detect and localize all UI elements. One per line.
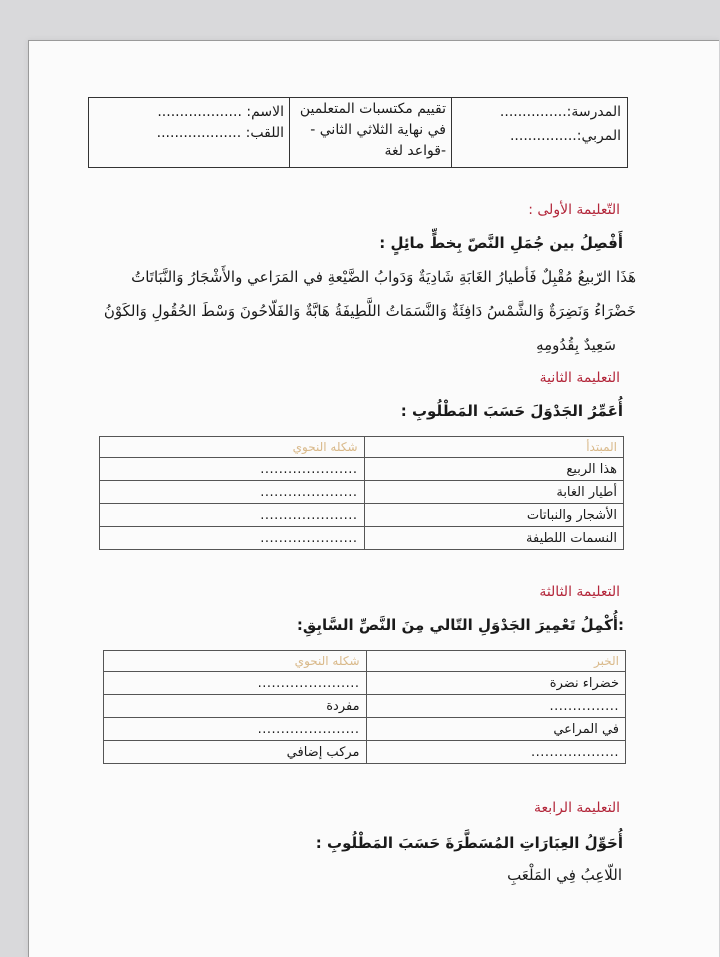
table-cell: الأشجار والنباتات (364, 504, 623, 527)
column-header: الخبر (366, 651, 625, 672)
column-header: المبتدأ (364, 437, 623, 458)
header-table (88, 97, 628, 168)
column-header: شكله النحوي (100, 437, 365, 458)
table-cell: مفردة (104, 695, 367, 718)
table-header-row (104, 651, 626, 672)
task3-heading: التعليمة الثالثة (539, 584, 620, 600)
column-header: شكله النحوي (104, 651, 367, 672)
table-header-row (100, 437, 624, 458)
surname-field[interactable]: اللقب: ................... (156, 125, 284, 141)
table-row (100, 458, 624, 481)
school-info-cell (451, 98, 627, 167)
answer-cell[interactable]: ..................... (100, 527, 365, 550)
table-row (100, 527, 624, 550)
answer-cell[interactable]: ..................... (100, 458, 365, 481)
title-line-3: -قواعد لغة (384, 143, 446, 159)
task3-instruction: :أُكْمِلُ تَعْمِيرَ الجَدْوَلِ التّالي مِنَ النَّصِّ السَّابِقِ: (296, 616, 624, 634)
task1-instruction: أَفْصِلُ بين جُمَلِ النَّصّ بِخطٍّ مائِلٍ : (379, 234, 623, 252)
answer-cell[interactable]: ...................... (104, 672, 367, 695)
task1-text-line-1: هَذَا الرّبيعُ مُقْبِلٌ فَأطيارُ الغَابَةِ شَادِيَةٌ وَدَوابُ الضَّيْعةِ في المَرَاعي والأَشْجَارُ وَالنَّبَاتَاتُ (131, 268, 636, 286)
title-cell (289, 98, 452, 167)
task1-text-line-2: خَضْرَاءُ وَنَضِرَةٌ وَالشَّمْسُ دَافِئَةٌ وَالنَّسَمَاتُ اللَّطِيفَةُ هَابَّةٌ وَالفَلّاحُونَ وَسْطَ الحُقُولِ وَالكَوْنُ (103, 302, 636, 320)
table-row (104, 741, 626, 764)
table-row (104, 718, 626, 741)
task3-table (103, 650, 626, 764)
answer-cell[interactable]: ..................... (100, 481, 365, 504)
teacher-field[interactable]: المربي:............... (509, 128, 621, 144)
task1-heading: التّعليمة الأولى : (528, 202, 620, 218)
answer-cell[interactable]: ..................... (100, 504, 365, 527)
answer-cell[interactable]: ................... (366, 741, 625, 764)
title-line-1: تقييم مكتسبات المتعلمين (299, 101, 446, 117)
answer-cell[interactable]: ...................... (104, 718, 367, 741)
task2-instruction: أُعَمِّرُ الجَدْوَلَ حَسَبَ المَطْلُوبِ : (400, 402, 623, 420)
table-cell: مركب إضافي (104, 741, 367, 764)
table-cell: النسمات اللطيفة (364, 527, 623, 550)
task2-table (99, 436, 624, 550)
answer-cell[interactable]: ............... (366, 695, 625, 718)
table-row (104, 695, 626, 718)
name-field[interactable]: الاسم: ................... (157, 104, 284, 120)
table-row (100, 481, 624, 504)
table-cell: هذا الربيع (364, 458, 623, 481)
task4-line-1: اللّاعِبُ فِي المَلْعَبِ (507, 866, 622, 884)
task2-heading: التعليمة الثانية (539, 370, 620, 386)
title-line-2: في نهاية الثلاثي الثاني - (310, 122, 446, 138)
table-cell: في المراعي (366, 718, 625, 741)
table-row (104, 672, 626, 695)
task1-text-line-3: سَعِيدٌ بِقُدُومِهِ (536, 336, 616, 354)
table-cell: خضراء نضرة (366, 672, 625, 695)
task4-instruction: أُحَوِّلُ العِبَارَاتِ المُسَطَّرَةَ حَسَبَ المَطْلُوبِ : (315, 834, 623, 852)
table-cell: أطيار الغابة (364, 481, 623, 504)
task4-heading: التعليمة الرابعة (534, 800, 620, 816)
table-row (100, 504, 624, 527)
school-field[interactable]: المدرسة:............... (499, 104, 621, 120)
student-info-cell (87, 98, 290, 167)
